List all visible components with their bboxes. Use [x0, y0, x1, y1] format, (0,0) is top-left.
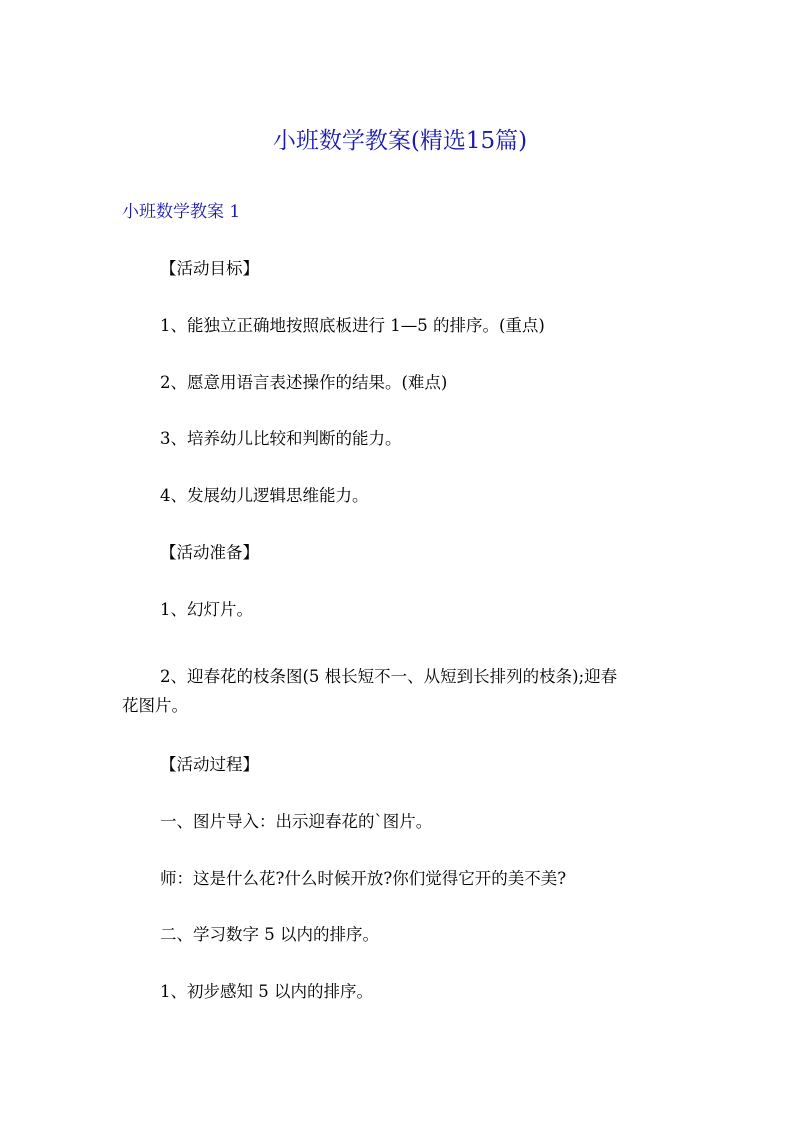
paragraph-preparation-2: 2、迎春花的枝条图(5 根长短不一、从短到长排列的枝条);迎春 [160, 667, 618, 686]
heading-activity-preparation: 【活动准备】 [160, 543, 259, 562]
paragraph-goal-4: 4、发展幼儿逻辑思维能力。 [160, 486, 369, 505]
paragraph-goal-2: 2、愿意用语言表述操作的结果。(难点) [160, 373, 448, 392]
paragraph-goal-1: 1、能独立正确地按照底板进行 1—5 的排序。(重点) [160, 316, 545, 335]
section-heading: 小班数学教案 1 [122, 202, 241, 222]
paragraph-goal-3: 3、培养幼儿比较和判断的能力。 [160, 429, 402, 448]
paragraph-process-2: 二、学习数字 5 以内的排序。 [160, 925, 379, 944]
heading-activity-goals: 【活动目标】 [160, 259, 259, 278]
paragraph-process-1: 一、图片导入：出示迎春花的`图片。 [160, 812, 433, 831]
paragraph-process-2-1: 1、初步感知 5 以内的排序。 [160, 982, 373, 1001]
paragraph-teacher-question: 师：这是什么花?什么时候开放?你们觉得它开的美不美? [160, 869, 567, 888]
paragraph-preparation-2-continued: 花图片。 [122, 696, 188, 715]
paragraph-preparation-1: 1、幻灯片。 [160, 600, 253, 619]
heading-activity-process: 【活动过程】 [160, 755, 259, 774]
document-title: 小班数学教案(精选15篇) [272, 128, 528, 154]
